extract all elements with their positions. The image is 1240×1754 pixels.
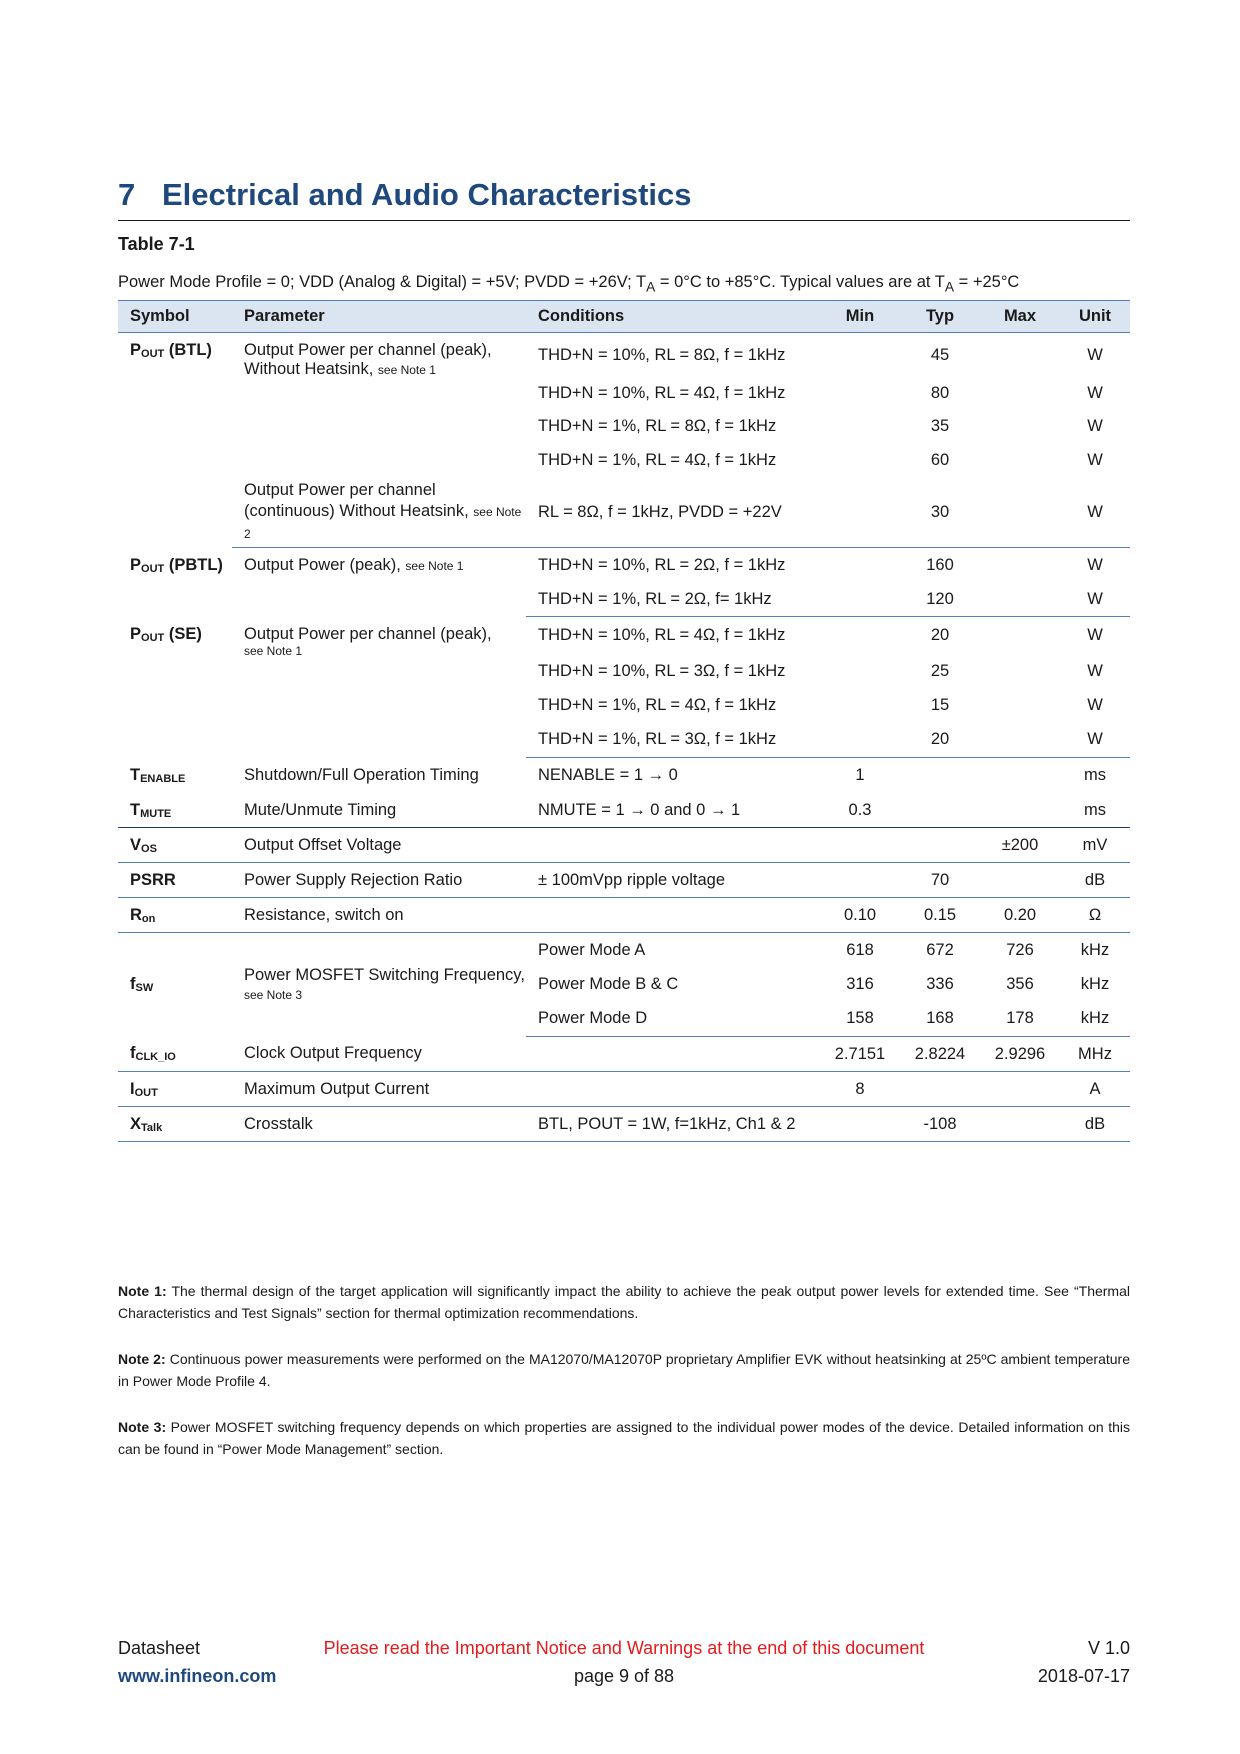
symbol-iout: IOUT — [118, 1072, 232, 1107]
table-row: TMUTE Mute/Unmute Timing NMUTE = 1 → 0 and 0 → 1 0.3 ms — [118, 794, 1130, 828]
symbol-fclk-io: fCLK_IO — [118, 1037, 232, 1072]
doc-type: Datasheet — [118, 1638, 201, 1658]
table-row: THD+N = 1%, RL = 4Ω, f = 1kHz 60 W — [538, 451, 1103, 469]
table-row: XTalk Crosstalk BTL, POUT = 1W, f=1kHz, Ch1 & 2 -108 dB — [118, 1107, 1130, 1142]
table-row: fCLK_IO Clock Output Frequency 2.7151 2.8224 2.9296 MHz — [118, 1037, 1130, 1072]
table-row: THD+N = 10%, RL = 3Ω, f = 1kHz 25 W — [538, 662, 1103, 680]
table-row: THD+N = 1%, RL = 8Ω, f = 1kHz 35 W — [538, 417, 1103, 435]
table-row: Ron Resistance, switch on 0.10 0.15 0.20 Ω — [118, 898, 1130, 933]
param-pout-btl-continuous: Output Power per channel (continuous) Without Heatsink, see Note 2 — [232, 478, 526, 548]
symbol-pout-se: POUT (SE) — [130, 624, 202, 644]
header-max: Max — [980, 301, 1060, 333]
important-notice: Please read the Important Notice and Warnings at the end of this document — [323, 1638, 925, 1658]
version: V 1.0 — [1087, 1638, 1130, 1658]
header-symbol: Symbol — [118, 301, 232, 333]
note-2: Note 2: Continuous power measurements were performed on the MA12070/MA12070P proprietary Amplifier EVK without heatsinking at 25ºC ambient temperature in Power Mode Profile 4. — [118, 1351, 1130, 1389]
header-conditions: Conditions — [526, 301, 820, 333]
section-heading — [118, 176, 1130, 221]
symbol-ron: Ron — [118, 898, 232, 933]
table-row: IOUT Maximum Output Current 8 A — [118, 1072, 1130, 1107]
table-row: THD+N = 10%, RL = 4Ω, f = 1kHz 80 W — [538, 384, 1103, 402]
table-row: THD+N = 1%, RL = 2Ω, f= 1kHz 120 W — [118, 584, 1130, 617]
note-3: Note 3: Power MOSFET switching frequency depends on which properties are assigned to the individual power modes of the device. Detailed information on this can be found in “Power Mode Management” section. — [118, 1419, 1130, 1457]
param-pout-pbtl: Output Power (peak), see Note 1 — [244, 556, 464, 574]
param-pout-btl: Output Power per channel (peak), Without Heatsink, see Note 1 — [244, 341, 492, 378]
page-number: page 9 of 88 — [573, 1666, 675, 1686]
table-row: POUT (PBTL) Output Power (peak), see Note 1 THD+N = 10%, RL = 2Ω, f = 1kHz 160 W — [118, 548, 1130, 584]
note-1: Note 1: The thermal design of the target application will significantly impact the ability to achieve the peak output power levels for extended time. See “Thermal Characteristics and Test Signals” section for thermal optimization recommendations. — [118, 1283, 1130, 1321]
symbol-fsw: fSW — [130, 975, 154, 995]
param-fsw: Power MOSFET Switching Frequency, see Note 3 — [244, 965, 525, 1002]
table-row: fSW Power MOSFET Switching Frequency, see Note 3 Power Mode A 618 672 726 kHz — [118, 933, 1130, 968]
header-parameter: Parameter — [232, 301, 526, 333]
symbol-pout-btl: POUT (BTL) — [130, 341, 212, 360]
table-caption: Table 7-1 — [118, 234, 195, 254]
symbol-pout-pbtl: POUT (PBTL) — [130, 555, 223, 575]
test-conditions: Power Mode Profile = 0; VDD (Analog & Digital) = +5V; PVDD = +26V; $T_A = 0^\circ C$ to +85°C. Typical values are at $T_A = +25^\circ C$ — [118, 273, 1020, 295]
table-row: THD+N = 1%, RL = 3Ω, f = 1kHz 20 W — [118, 723, 1130, 758]
symbol-tmute: TMUTE — [118, 794, 232, 828]
notes-section — [118, 1280, 1130, 1484]
table-row: Power Mode D 158 168 178 kHz — [118, 1002, 1130, 1037]
table-row: THD+N = 1%, RL = 4Ω, f = 1kHz 15 W — [538, 696, 1103, 714]
website-link[interactable]: www.infineon.com — [118, 1666, 277, 1686]
table-row: Power Mode B & C 316 336 356 kHz — [538, 975, 1110, 993]
table-row: Output Power per channel (continuous) Without Heatsink, see Note 2 RL = 8Ω, f = 1kHz, PVDD = +22V 30 W — [118, 478, 1130, 548]
symbol-psrr: PSRR — [118, 863, 232, 898]
header-min: Min — [820, 301, 900, 333]
date: 2018-07-17 — [1037, 1666, 1130, 1686]
header-typ: Typ — [900, 301, 980, 333]
param-pout-se: Output Power per channel (peak), see Note 1 — [244, 624, 492, 658]
section-title: Electrical and Audio Characteristics — [162, 177, 692, 212]
symbol-xtalk: XTalk — [118, 1107, 232, 1142]
symbol-tenable: TENABLE — [130, 766, 186, 785]
page-footer — [118, 1638, 1130, 1698]
table-row: VOS Output Offset Voltage ±200 mV — [118, 828, 1130, 863]
symbol-vos: VOS — [118, 828, 232, 863]
table-row: POUT (SE) Output Power per channel (peak), see Note 1 THD+N = 10%, RL = 4Ω, f = 1kHz 20 W — [118, 617, 1130, 655]
table-row: PSRR Power Supply Rejection Ratio ± 100mVpp ripple voltage 70 dB — [118, 863, 1130, 898]
table-row: POUT (BTL) Output Power per channel (peak), Without Heatsink, see Note 1 THD+N = 10%, RL = 8Ω, f = 1kHz 45 W — [118, 333, 1130, 378]
table-header-row — [118, 301, 1130, 333]
characteristics-table — [118, 300, 1130, 1142]
table-row: TENABLE Shutdown/Full Operation Timing NENABLE = 1 → 0 1 ms — [118, 758, 1130, 794]
header-unit: Unit — [1060, 301, 1130, 333]
section-number: 7 — [118, 177, 136, 212]
